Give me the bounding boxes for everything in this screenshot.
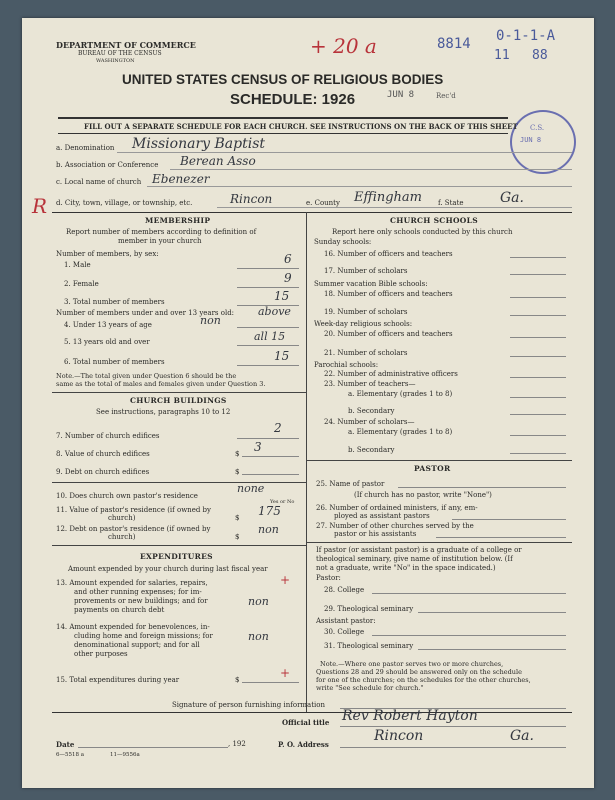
q27-label-1: 27. Number of other churches served by the: [316, 522, 474, 530]
pastor-sub-label: Pastor:: [316, 574, 341, 582]
q24-label: 24. Number of scholars—: [324, 418, 415, 426]
q11-label-2: church): [108, 514, 136, 522]
denomination-label: a. Denomination: [56, 144, 115, 152]
schools-heading: CHURCH SCHOOLS: [390, 216, 478, 225]
city-label: WASHINGTON: [96, 58, 135, 64]
q14-label-4: other purposes: [74, 650, 128, 658]
schools-sub: Report here only schools conducted by this church: [332, 228, 513, 236]
q11-value[interactable]: 175: [258, 504, 281, 518]
state-label: f. State: [438, 199, 464, 207]
q16-label: 16. Number of officers and teachers: [324, 250, 453, 258]
q28-label: 28. College: [324, 586, 365, 594]
membership-heading: MEMBERSHIP: [145, 216, 211, 225]
q15-plus-mark: +: [280, 666, 291, 680]
city-value[interactable]: Rincon: [230, 192, 273, 206]
po-address-label: P. O. Address: [278, 740, 329, 749]
pastor-heading: PASTOR: [414, 464, 451, 473]
form-title: UNITED STATES CENSUS OF RELIGIOUS BODIES: [122, 72, 444, 87]
expenditures-heading: EXPENDITURES: [140, 552, 213, 561]
q12-dollar: $: [235, 533, 240, 541]
q13-label-4: payments on church debt: [74, 606, 165, 614]
q4-under13-value[interactable]: non: [200, 314, 221, 327]
q8-dollar: $: [235, 450, 240, 458]
q9-label: 9. Debt on church edifices: [56, 468, 150, 476]
membership-note-1: Note.—The total given under Question 6 should be the: [56, 372, 237, 380]
q1-male-label: 1. Male: [64, 261, 91, 269]
q9-dollar: $: [235, 468, 240, 476]
q11-dollar: $: [235, 514, 240, 522]
summer-label: Summer vacation Bible schools:: [314, 280, 428, 288]
grad-note-1: If pastor (or assistant pastor) is a graduate of a college or: [316, 546, 522, 554]
q12-label-1: 12. Debt on pastor's residence (if owned by: [56, 525, 211, 533]
q15-dollar: $: [235, 676, 240, 684]
q31-label: 31. Theological seminary: [324, 642, 414, 650]
membership-intro-1: Report number of members according to definition of: [66, 228, 257, 236]
membership-note-2: same as the total of males and females given under Question 3.: [56, 380, 266, 388]
signature-label: Signature of person furnishing information: [172, 701, 326, 709]
q6-total-value[interactable]: 15: [274, 349, 290, 363]
q8-label: 8. Value of church edifices: [56, 450, 150, 458]
stamp-number-2: 11: [494, 48, 510, 63]
parochial-label: Parochial schools:: [314, 361, 379, 369]
stamp-code: 0-1-1-A: [496, 28, 556, 44]
po-address-value[interactable]: Rincon: [374, 728, 424, 744]
buildings-heading: CHURCH BUILDINGS: [130, 396, 227, 405]
q23-label: 23. Number of teachers—: [324, 380, 416, 388]
q25-note: (If church has no pastor, write "None"): [354, 491, 492, 499]
q26-label-1: 26. Number of ordained ministers, if any, em-: [316, 504, 478, 512]
q10-label: 10. Does church own pastor's residence: [56, 492, 198, 500]
association-value[interactable]: Berean Asso: [180, 154, 256, 168]
q12-label-2: church): [108, 533, 136, 541]
seal-stamp-text: C.S.: [530, 124, 545, 132]
q1-male-value[interactable]: 6: [284, 252, 292, 266]
buildings-sub: See instructions, paragraphs 10 to 12: [96, 408, 231, 416]
stamp-number-3: 88: [532, 48, 548, 63]
q8-value[interactable]: 3: [254, 440, 262, 454]
county-label: e. County: [306, 199, 340, 207]
q13-label-1: 13. Amount expended for salaries, repairs,: [56, 579, 208, 587]
bureau-label: BUREAU OF THE CENSUS: [78, 50, 162, 57]
pastor-note-4: write "See schedule for church.": [316, 684, 424, 692]
q13-label-2: and other running expenses; for im-: [74, 588, 202, 596]
q11-label-1: 11. Value of pastor's residence (if owned by: [56, 506, 211, 514]
expenditures-sub: Amount expended by your church during last fiscal year: [68, 565, 268, 573]
q15-label: 15. Total expenditures during year: [56, 676, 180, 684]
q5-over13-value[interactable]: all 15: [254, 330, 286, 343]
received-date-stamp: JUN 8: [387, 90, 415, 100]
weekday-label: Week-day religious schools:: [314, 320, 413, 328]
q23a-label: a. Elementary (grades 1 to 8): [348, 390, 453, 398]
by-sex-label: Number of members, by sex:: [56, 250, 159, 258]
form-code-2: 11—9556a: [110, 752, 140, 758]
age-label: Number of members under and over 13 years old:: [56, 309, 235, 317]
date-year: , 192: [228, 740, 246, 748]
q26-label-2: ployed as assistant pastors: [334, 512, 430, 520]
q23b-label: b. Secondary: [348, 407, 395, 415]
q3-total-label: 3. Total number of members: [64, 298, 165, 306]
q7-label: 7. Number of church edifices: [56, 432, 160, 440]
q21-label: 21. Number of scholars: [324, 349, 408, 357]
red-handwritten-mark: + 20 a: [310, 34, 377, 58]
q14-label-1: 14. Amount expended for benevolences, in-: [56, 623, 210, 631]
form-code-1: 6—5518 a: [56, 752, 85, 758]
q18-label: 18. Number of officers and teachers: [324, 290, 453, 298]
pastor-note-1: Note.—Where one pastor serves two or more churches,: [320, 660, 504, 668]
q14-value[interactable]: non: [248, 630, 269, 643]
association-label: b. Association or Conference: [56, 161, 159, 169]
q2-female-value[interactable]: 9: [284, 271, 292, 285]
q5-over13-label: 5. 13 years old and over: [64, 338, 150, 346]
membership-intro-2: member in your church: [118, 237, 202, 245]
q7-value[interactable]: 2: [274, 421, 282, 435]
department-label: DEPARTMENT OF COMMERCE: [56, 40, 196, 50]
pastor-note-3: for one of the churches; on the schedules for the other churches,: [316, 676, 531, 684]
q13-label-3: provements or new buildings; and for: [74, 597, 208, 605]
county-value[interactable]: Effingham: [354, 190, 423, 205]
q6-total-label: 6. Total number of members: [64, 358, 165, 366]
q14-label-3: denominational support; and for all: [74, 641, 200, 649]
official-title-label: Official title: [282, 718, 330, 727]
schedule-title: SCHEDULE: 1926: [230, 91, 356, 108]
received-label: Rec'd: [436, 92, 456, 100]
grad-note-2: theological seminary, give name of institution below. (If: [316, 555, 513, 563]
q20-label: 20. Number of officers and teachers: [324, 330, 453, 338]
pastor-note-2: Questions 28 and 29 should be answered only on the schedule: [316, 668, 522, 676]
q25-label: 25. Name of pastor: [316, 480, 385, 488]
census-schedule-form: [22, 18, 594, 788]
q30-label: 30. College: [324, 628, 365, 636]
po-state-value[interactable]: Ga.: [510, 728, 534, 744]
local-name-value[interactable]: Ebenezer: [152, 172, 210, 186]
age-note-value: above: [258, 305, 291, 318]
grad-note-3: not a graduate, write "No" in the space indicated.): [316, 564, 496, 572]
q4-under13-label: 4. Under 13 years of age: [64, 321, 152, 329]
yes-no-hint: Yes or No: [270, 499, 295, 505]
q17-label: 17. Number of scholars: [324, 267, 408, 275]
q24b-label: b. Secondary: [348, 446, 395, 454]
denomination-value[interactable]: Missionary Baptist: [132, 136, 266, 152]
q29-label: 29. Theological seminary: [324, 605, 414, 613]
q13-value[interactable]: non: [248, 595, 269, 608]
local-name-label: c. Local name of church: [56, 178, 142, 186]
state-value[interactable]: Ga.: [500, 190, 524, 206]
q19-label: 19. Number of scholars: [324, 308, 408, 316]
q22-label: 22. Number of administrative officers: [324, 370, 458, 378]
margin-r-mark: R: [32, 194, 48, 218]
stamp-number-1: 8814: [437, 36, 471, 52]
q2-female-label: 2. Female: [64, 280, 99, 288]
official-title-value[interactable]: Rev Robert Hayton: [342, 708, 478, 724]
q3-total-value[interactable]: 15: [274, 289, 290, 303]
city-label-field: d. City, town, village, or township, etc.: [56, 199, 193, 207]
q24a-label: a. Elementary (grades 1 to 8): [348, 428, 453, 436]
assistant-pastor-label: Assistant pastor:: [316, 617, 376, 625]
seal-stamp-date: JUN 8: [520, 136, 542, 144]
instruction-line: FILL OUT A SEPARATE SCHEDULE FOR EACH CHURCH. SEE INSTRUCTIONS ON THE BACK OF THIS SHEET: [84, 122, 518, 131]
date-label: Date: [56, 740, 75, 749]
q27-label-2: pastor or his assistants: [334, 530, 417, 538]
q10-value[interactable]: none: [237, 482, 265, 495]
q12-value[interactable]: non: [258, 523, 279, 536]
sunday-label: Sunday schools:: [314, 238, 372, 246]
q13-plus-mark: +: [280, 573, 291, 587]
q14-label-2: cluding home and foreign missions; for: [74, 632, 213, 640]
